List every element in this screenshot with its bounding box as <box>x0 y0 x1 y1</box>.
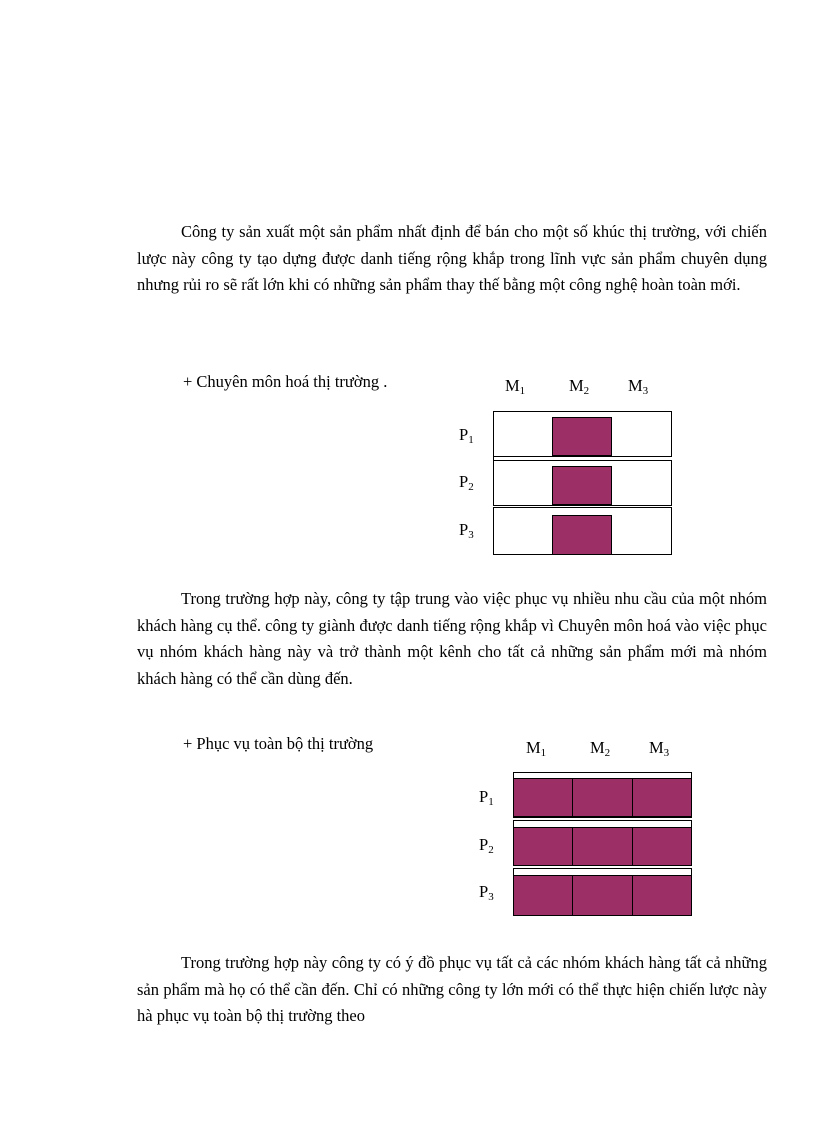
matrix-cell-p2-m2 <box>552 466 612 505</box>
paragraph-3-text: Trong trường hợp này công ty có ý đồ phục vụ tất cả các nhóm khách hàng tất cả những sản phẩm mà họ có thể cần đến. Chỉ có những công ty lớn mới có thể thực hiện chiến lược này hà phục vụ toàn bộ thị trường theo <box>137 953 767 1025</box>
matrix-cell-p2-m1 <box>513 827 573 866</box>
column-label-m1: $M_1$ <box>526 738 547 759</box>
paragraph-2 <box>137 586 767 692</box>
column-label-m1: $M_1$ <box>505 376 526 397</box>
matrix-cell-p3-m3 <box>632 875 692 916</box>
column-label-m2: $M_2$ <box>569 376 590 397</box>
column-label-m3: $M_3$ <box>649 738 670 759</box>
column-label-m3: $M_3$ <box>628 376 649 397</box>
row-label-p1: $P_1$ <box>459 425 474 446</box>
matrix-cell-p3-m2 <box>552 515 612 555</box>
row-label-p2: $P_2$ <box>459 472 474 493</box>
paragraph-1-text: Công ty sản xuất một sản phẩm nhất định để bán cho một số khúc thị trường, với chiến lược này công ty tạo dựng được danh tiếng rộng khắp trong lĩnh vực sản phẩm chuyên dụng nhưng rủi ro sẽ rất lớn khi có những sản phẩm thay thế bằng một công nghệ hoàn toàn mới. <box>137 222 767 294</box>
row-label-p1: $P_1$ <box>479 787 494 808</box>
column-label-m2: $M_2$ <box>590 738 611 759</box>
row-label-p3: $P_3$ <box>459 520 474 541</box>
row-joint-tick <box>493 455 494 463</box>
matrix-cell-p1-m2 <box>572 778 633 817</box>
matrix-cell-p1-m2 <box>552 417 612 456</box>
heading-market-specialization: + Chuyên môn hoá thị trường . <box>183 372 388 391</box>
matrix-cell-p1-m3 <box>632 778 692 817</box>
paragraph-1 <box>137 219 767 299</box>
row-label-p3: $P_3$ <box>479 882 494 903</box>
matrix-cell-p3-m1 <box>513 875 573 916</box>
row-label-p2: $P_2$ <box>479 835 494 856</box>
paragraph-2-text: Trong trường hợp này, công ty tập trung vào việc phục vụ nhiều nhu cầu của một nhóm khách hàng cụ thể. công ty giành được danh tiếng rộng khắp vì Chuyên môn hoá vào việc phục vụ nhóm khách hàng này và trở thành một kênh cho tất cả những sản phẩm mới mà nhóm khách hàng có thể cần dùng đến. <box>137 589 767 688</box>
matrix-cell-p1-m1 <box>513 778 573 817</box>
matrix-cell-p2-m2 <box>572 827 633 866</box>
matrix-cell-p2-m3 <box>632 827 692 866</box>
matrix-cell-p3-m2 <box>572 875 633 916</box>
heading-full-market-coverage: + Phục vụ toàn bộ thị trường <box>183 734 374 753</box>
paragraph-3 <box>137 950 767 1030</box>
